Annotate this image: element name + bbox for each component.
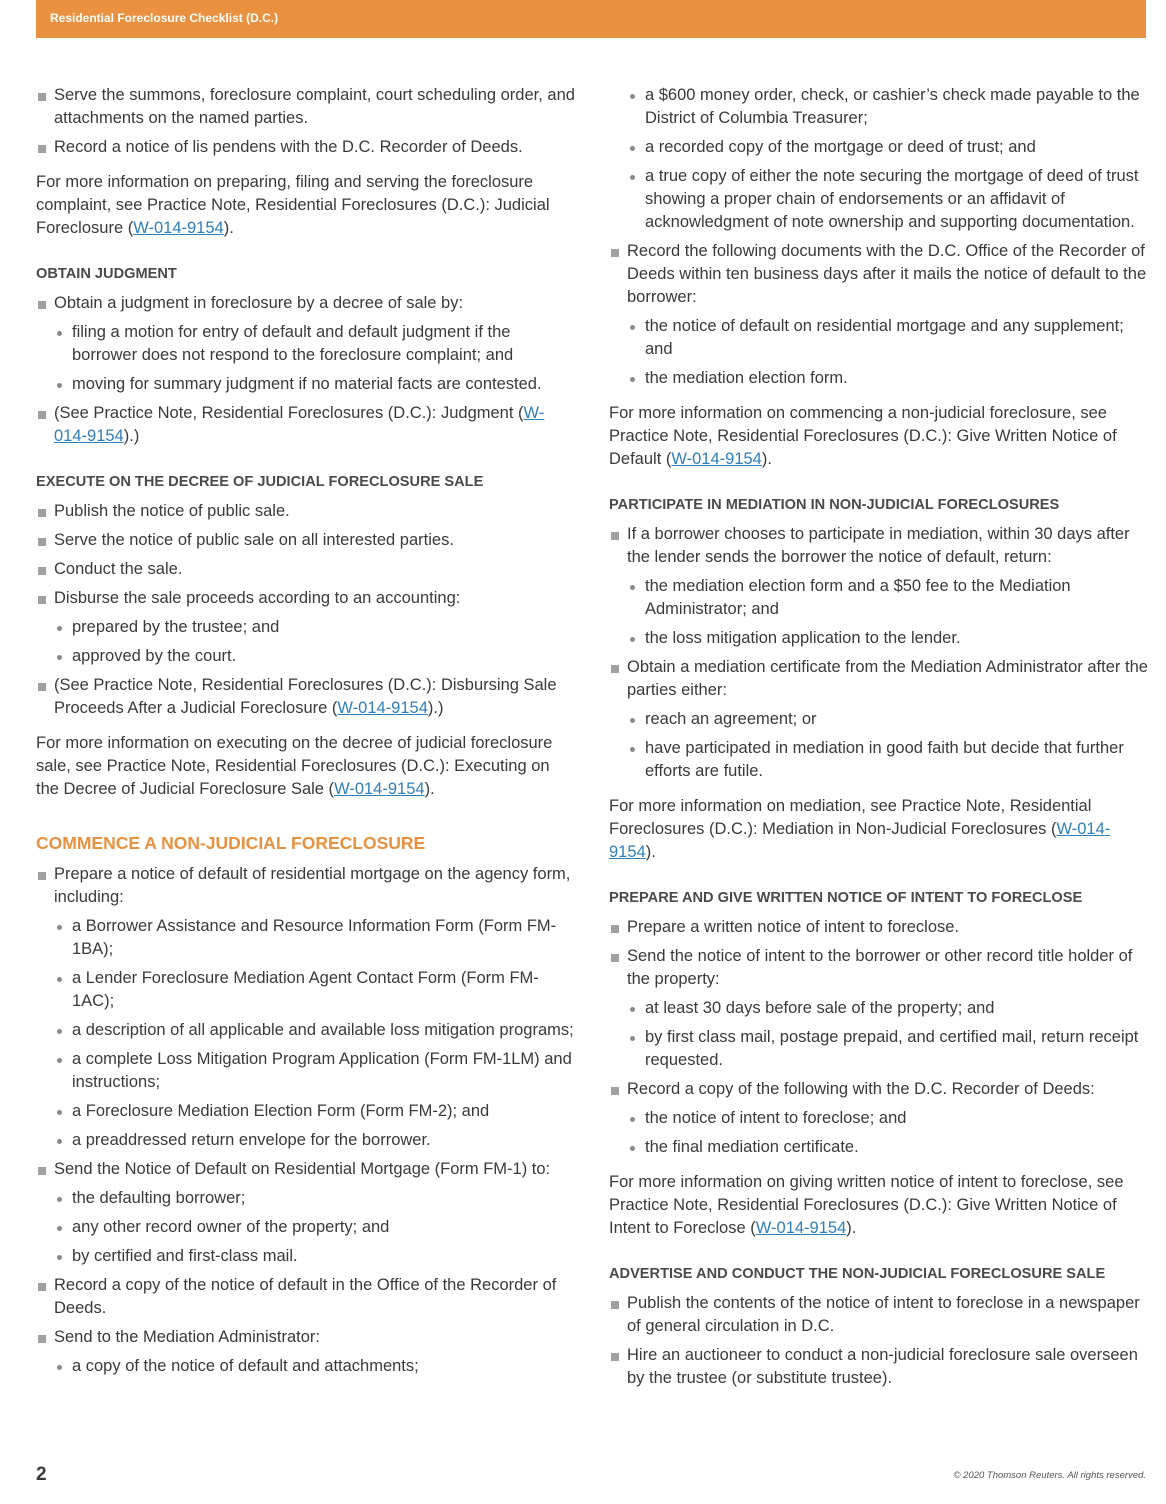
list-item: Send to the Mediation Administrator: <box>36 1326 576 1349</box>
paragraph-text-end: ). <box>424 780 435 798</box>
sub-list-item: a recorded copy of the mortgage or deed of trust; and <box>609 136 1149 159</box>
paragraph-text: For more information on giving written notice of intent to foreclose, see Practice Note, Residential Foreclosures (D.C.): Give Written Notice of Intent to Foreclose ( <box>609 1173 1124 1237</box>
section-heading-obtain-judgment: OBTAIN JUDGMENT <box>36 266 177 282</box>
list-item-text-end: ).) <box>123 427 140 445</box>
paragraph <box>36 171 576 240</box>
section-heading-advertise-sale: ADVERTISE AND CONDUCT THE NON-JUDICIAL FORECLOSURE SALE <box>609 1266 1106 1282</box>
list-item <box>36 674 576 720</box>
sub-list-item: prepared by the trustee; and <box>36 616 576 639</box>
sub-list-item: the final mediation certificate. <box>609 1136 1149 1159</box>
sub-list-item: the mediation election form. <box>609 367 1149 390</box>
section-heading-notice-of-intent: PREPARE AND GIVE WRITTEN NOTICE OF INTENT TO FORECLOSE <box>609 890 1083 906</box>
paragraph-text-end: ). <box>761 450 772 468</box>
document-link[interactable]: W-014-9154 <box>671 450 762 468</box>
document-link[interactable]: W-014-9154 <box>334 780 425 798</box>
sub-list-item: a copy of the notice of default and attachments; <box>36 1355 576 1378</box>
document-link[interactable]: W-014-9154 <box>609 820 1111 861</box>
list-item: Prepare a notice of default of residential mortgage on the agency form, including: <box>36 863 576 909</box>
paragraph-text-end: ). <box>846 1219 857 1237</box>
paragraph <box>609 402 1149 471</box>
paragraph-text: For more information on commencing a non-judicial foreclosure, see Practice Note, Residential Foreclosures (D.C.): Give Written Notice of Default ( <box>609 404 1117 468</box>
list-item: Hire an auctioneer to conduct a non-judicial foreclosure sale overseen by the trustee (or substitute trustee). <box>609 1344 1149 1390</box>
sub-list-item: the notice of intent to foreclose; and <box>609 1107 1149 1130</box>
list-item-text: (See Practice Note, Residential Foreclosures (D.C.): Judgment ( <box>54 404 524 422</box>
paragraph <box>609 1171 1149 1240</box>
left-column <box>36 84 576 1384</box>
paragraph-text-end: ). <box>223 219 234 237</box>
sub-list-item: the mediation election form and a $50 fee to the Mediation Administrator; and <box>609 575 1149 621</box>
list-item: Publish the contents of the notice of intent to foreclose in a newspaper of general circulation in D.C. <box>609 1292 1149 1338</box>
sub-list-item: a preaddressed return envelope for the borrower. <box>36 1129 576 1152</box>
sub-list-item: a Foreclosure Mediation Election Form (Form FM-2); and <box>36 1100 576 1123</box>
sub-list-item: a Lender Foreclosure Mediation Agent Contact Form (Form FM-1AC); <box>36 967 576 1013</box>
sub-list-item: approved by the court. <box>36 645 576 668</box>
list-item: Prepare a written notice of intent to foreclose. <box>609 916 1149 939</box>
sub-list-item: a $600 money order, check, or cashier’s check made payable to the District of Columbia Treasurer; <box>609 84 1149 130</box>
document-link[interactable]: W-014-9154 <box>337 699 428 717</box>
list-item: Publish the notice of public sale. <box>36 500 576 523</box>
paragraph-text: For more information on preparing, filing and serving the foreclosure complaint, see Practice Note, Residential Foreclosures (D.C.): Judicial Foreclosure ( <box>36 173 550 237</box>
copyright-notice: © 2020 Thomson Reuters. All rights reserved. <box>953 1470 1146 1481</box>
sub-list-item: filing a motion for entry of default and default judgment if the borrower does not respond to the foreclosure complaint; and <box>36 321 576 367</box>
sub-list-item: any other record owner of the property; and <box>36 1216 576 1239</box>
sub-list-item: by first class mail, postage prepaid, and certified mail, return receipt requested. <box>609 1026 1149 1072</box>
sub-list-item: a Borrower Assistance and Resource Information Form (Form FM-1BA); <box>36 915 576 961</box>
list-item: Record a copy of the notice of default in the Office of the Recorder of Deeds. <box>36 1274 576 1320</box>
list-item <box>36 402 576 448</box>
paragraph-text: For more information on executing on the decree of judicial foreclosure sale, see Practice Note, Residential Foreclosures (D.C.): Executing on the Decree of Judicial Foreclosure Sale ( <box>36 734 553 798</box>
section-heading-execute-decree: EXECUTE ON THE DECREE OF JUDICIAL FORECLOSURE SALE <box>36 474 484 490</box>
sub-list-item: a complete Loss Mitigation Program Application (Form FM-1LM) and instructions; <box>36 1048 576 1094</box>
list-item: Conduct the sale. <box>36 558 576 581</box>
list-item: Serve the notice of public sale on all interested parties. <box>36 529 576 552</box>
sub-list-item: a true copy of either the note securing the mortgage of deed of trust showing a proper chain of endorsements or an affidavit of acknowledgment of note ownership and supporting documentation. <box>609 165 1149 234</box>
list-item: Disburse the sale proceeds according to an accounting: <box>36 587 576 610</box>
page-number: 2 <box>36 1464 47 1485</box>
sub-list-item: the notice of default on residential mortgage and any supplement; and <box>609 315 1149 361</box>
list-item: Record a notice of lis pendens with the D.C. Recorder of Deeds. <box>36 136 576 159</box>
list-item: Send the Notice of Default on Residential Mortgage (Form FM-1) to: <box>36 1158 576 1181</box>
paragraph-text: For more information on mediation, see Practice Note, Residential Foreclosures (D.C.): Mediation in Non-Judicial Foreclosures ( <box>609 797 1092 838</box>
sub-list-item: have participated in mediation in good faith but decide that further efforts are futile. <box>609 737 1149 783</box>
list-item: Send the notice of intent to the borrower or other record title holder of the property: <box>609 945 1149 991</box>
list-item: Record a copy of the following with the D.C. Recorder of Deeds: <box>609 1078 1149 1101</box>
list-item: Serve the summons, foreclosure complaint, court scheduling order, and attachments on the named parties. <box>36 84 576 130</box>
sub-list-item: the defaulting borrower; <box>36 1187 576 1210</box>
list-item-text: (See Practice Note, Residential Foreclosures (D.C.): Disbursing Sale Proceeds After a Judicial Foreclosure ( <box>54 676 557 717</box>
header-title: Residential Foreclosure Checklist (D.C.) <box>50 11 279 25</box>
list-item: Obtain a mediation certificate from the Mediation Administrator after the parties either: <box>609 656 1149 702</box>
sub-list-item: a description of all applicable and available loss mitigation programs; <box>36 1019 576 1042</box>
header-bar <box>36 0 1146 38</box>
sub-list-item: the loss mitigation application to the lender. <box>609 627 1149 650</box>
list-item: Record the following documents with the D.C. Office of the Recorder of Deeds within ten business days after it mails the notice of default to the borrower: <box>609 240 1149 309</box>
section-heading-commence-non-judicial: COMMENCE A NON-JUDICIAL FORECLOSURE <box>36 833 426 853</box>
document-link[interactable]: W-014-9154 <box>133 219 224 237</box>
list-item: If a borrower chooses to participate in mediation, within 30 days after the lender sends the borrower the notice of default, return: <box>609 523 1149 569</box>
document-link[interactable]: W-014-9154 <box>54 404 545 445</box>
paragraph-text-end: ). <box>645 843 656 861</box>
paragraph <box>609 795 1149 864</box>
paragraph <box>36 732 576 801</box>
document-link[interactable]: W-014-9154 <box>755 1219 847 1237</box>
right-column <box>609 84 1149 1396</box>
sub-list-item: at least 30 days before sale of the property; and <box>609 997 1149 1020</box>
sub-list-item: by certified and first-class mail. <box>36 1245 576 1268</box>
list-item-text-end: ).) <box>427 699 444 717</box>
sub-list-item: moving for summary judgment if no material facts are contested. <box>36 373 576 396</box>
section-heading-mediation: PARTICIPATE IN MEDIATION IN NON-JUDICIAL FORECLOSURES <box>609 497 1060 513</box>
list-item: Obtain a judgment in foreclosure by a decree of sale by: <box>36 292 576 315</box>
sub-list-item: reach an agreement; or <box>609 708 1149 731</box>
